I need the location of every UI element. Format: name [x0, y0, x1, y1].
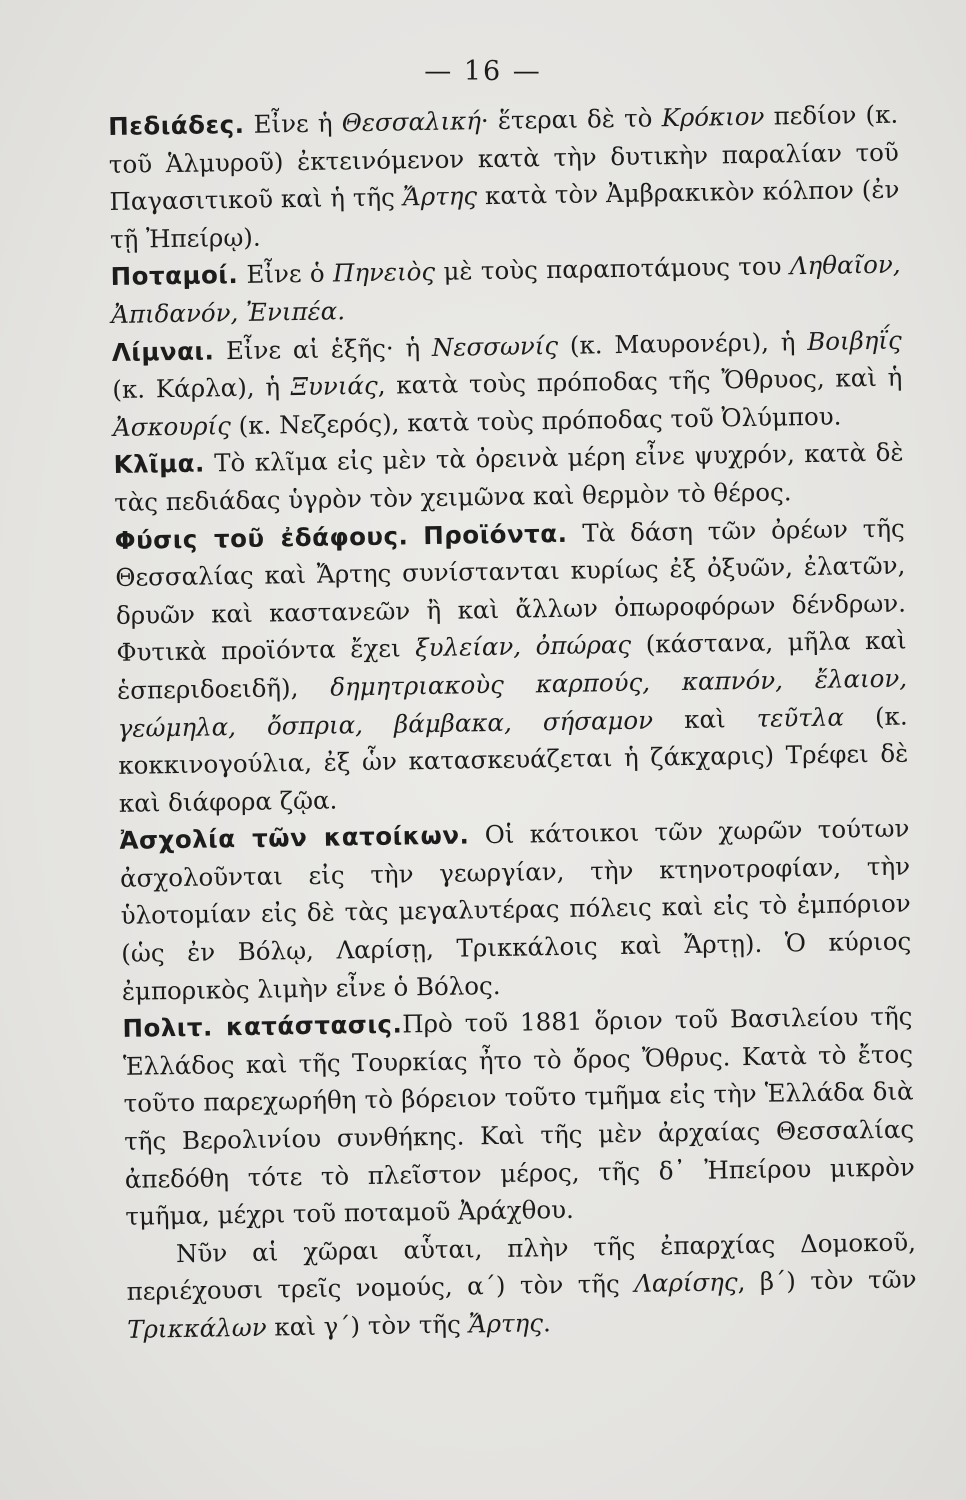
- plains-text-4: κατὰ τὸν Ἀμβρακικὸν κόλπον (ἐν τῇ Ἠπείρῳ).: [109, 174, 900, 254]
- rivers-text-2: μὲ τοὺς παραποτάμους του: [434, 251, 791, 287]
- paragraph-lakes: [112, 321, 904, 446]
- nature-italic-2: δημητριακοὺς καρπούς, καπνόν, ἔλαιον, γεώμηλα, ὄσπρια, βάμβακα, σήσαμον: [117, 663, 908, 743]
- heading-lakes: Λίμναι.: [111, 335, 215, 367]
- provinces-text-4: .: [542, 1308, 551, 1338]
- plains-text-3: πεδίον (κ. τοῦ Ἁλμυροῦ) ἐκτεινόμενον κατὰ τὴν δυτικὴν παραλίαν τοῦ Παγασιτικοῦ καὶ ἡ τῆς: [108, 99, 900, 217]
- heading-rivers: Ποταμοί.: [110, 260, 239, 292]
- nature-text-3: καὶ: [652, 703, 757, 735]
- nature-text-1: Τὰ δάση τῶν ὀρέων τῆς Θεσσαλίας καὶ Ἄρτης συνίστανται κυρίως ἐξ ὀξυῶν, ἐλατῶν, δρυῶν καὶ καστανεῶν ἢ καὶ ἄλλων ὀπωροφόρων δένδρων. Φυτικὰ προϊόντα ἔχει: [115, 513, 907, 668]
- provinces-italic-1: Λαρίσης: [633, 1267, 738, 1299]
- rivers-text-1: Εἶνε ὁ: [237, 258, 334, 290]
- nature-italic-1: ξυλείαν, ὀπώρας: [414, 630, 632, 663]
- lakes-text-2: (κ. Μαυρονέρι), ἡ: [557, 326, 808, 360]
- provinces-text-2: , β΄) τὸν τῶν: [737, 1264, 917, 1297]
- heading-soil-nature: Φύσις τοῦ ἐδάφους.: [114, 520, 409, 555]
- page-text: [108, 96, 917, 1349]
- paragraph-nature: [114, 509, 909, 822]
- plains-text-2: · ἕτεραι δὲ τὸ: [480, 103, 662, 136]
- paragraph-occupations: [119, 810, 912, 1010]
- rivers-italic-1: Πηνειὸς: [332, 257, 436, 288]
- occupations-text-1: Οἱ κάτοικοι τῶν χωρῶν τούτων ἀσχολοῦνται εἰς τὴν γεωργίαν, τὴν κτηνοτροφίαν, τὴν ὑλοτομίαν εἰς δὲ τὰς μεγαλυτέρας πόλεις καὶ εἰς τὸ ἐμπόριον (ὡς ἐν Βόλῳ, Λαρίσῃ, Τρικκάλοις καὶ Ἄρτῃ). Ὁ κύριος ἐμπορικὸς λιμὴν εἶνε ὁ Βόλος.: [119, 813, 912, 1006]
- paragraph-climate: [113, 434, 904, 522]
- lakes-italic-3: Ξυνιάς: [290, 370, 378, 402]
- lakes-text-3: (κ. Κάρλα), ἡ: [112, 372, 292, 405]
- lakes-text-5: (κ. Νεζερός), κατὰ τοὺς πρόποδας τοῦ Ὀλύμπου.: [230, 401, 842, 440]
- provinces-italic-3: Ἄρτης: [468, 1308, 544, 1339]
- lakes-text-4: , κατὰ τοὺς πρόποδας τῆς Ὄθρυος, καὶ ἡ: [377, 362, 903, 400]
- lakes-italic-4: Ἀσκουρίς: [112, 410, 232, 442]
- lakes-italic-1: Νεσσωνίς: [431, 330, 559, 362]
- heading-plains: Πεδιάδες.: [108, 109, 245, 141]
- nature-italic-3: τεῦτλα: [756, 702, 845, 733]
- paragraph-political: [122, 998, 915, 1236]
- plains-italic-3: Ἄρτης: [402, 181, 478, 212]
- climate-text-1: Τὸ κλῖμα εἰς μὲν τὰ ὀρεινὰ μέρη εἶνε ψυχρόν, κατὰ δὲ τὰς πεδιάδας ὑγρὸν τὸν χειμῶνα καὶ θερμὸν τὸ θέρος.: [113, 437, 904, 517]
- provinces-text-1: Νῦν αἱ χῶραι αὗται, πλὴν τῆς ἐπαρχίας Δομοκοῦ, περιέχουσι τρεῖς νομούς, α΄) τὸν τῆς: [126, 1227, 917, 1307]
- heading-political: Πολιτ. κατάστασις.: [122, 1009, 403, 1044]
- rivers-italic-2: Ληθαῖον, Ἀπιδανόν, Ἐνιπέα.: [111, 249, 901, 329]
- plains-italic-1: Θεσσαλική: [341, 106, 482, 138]
- page-number: — 16 —: [424, 56, 542, 87]
- nature-text-4: (κ. κοκκινογούλια, ἐξ ὧν κατασκευάζεται ἡ ζάκχαρις) Τρέφει δὲ καὶ διάφορα ζῷα.: [118, 701, 909, 818]
- plains-italic-2: Κρόκιον: [661, 101, 765, 133]
- provinces-italic-2: Τρικκάλων: [126, 1312, 267, 1344]
- nature-text-2: (κάστανα, μῆλα καὶ ἑσπεριδοειδῆ),: [116, 625, 907, 705]
- heading-products: Προϊόντα.: [423, 518, 568, 550]
- lakes-text-1: Εἶνε αἱ ἑξῆς· ἡ: [214, 332, 433, 365]
- heading-occupations: Ἀσχολία τῶν κατοίκων.: [119, 820, 470, 856]
- paragraph-provinces: [126, 1223, 918, 1348]
- paragraph-rivers: [110, 246, 901, 334]
- heading-climate: Κλῖμα.: [113, 448, 206, 480]
- lakes-italic-2: Βοιβηΐς: [806, 325, 902, 356]
- paragraph-plains: [108, 96, 900, 259]
- provinces-text-3: καὶ γ΄) τὸν τῆς: [266, 1309, 469, 1342]
- plains-text-1: Εἶνε ἡ: [244, 108, 343, 139]
- political-text-1: Πρὸ τοῦ 1881 ὅριον τοῦ Βασιλείου τῆς Ἑλλάδος καὶ τῆς Τουρκίας ἦτο τὸ ὄρος Ὄθρυς. Κατὰ τὸ ἔτος τοῦτο παρεχωρήθη τὸ βόρειον τοῦτο τμῆμα εἰς τὴν Ἑλλάδα διὰ τῆς Βερολινίου συνθήκης. Καὶ τῆς μὲν ἀρχαίας Θεσσαλίας ἀπεδόθη τότε τὸ πλεῖστον μέρος, τῆς δ᾽ Ἠπείρου μικρὸν τμῆμα, μέχρι τοῦ ποταμοῦ Ἀράχθου.: [122, 1001, 915, 1232]
